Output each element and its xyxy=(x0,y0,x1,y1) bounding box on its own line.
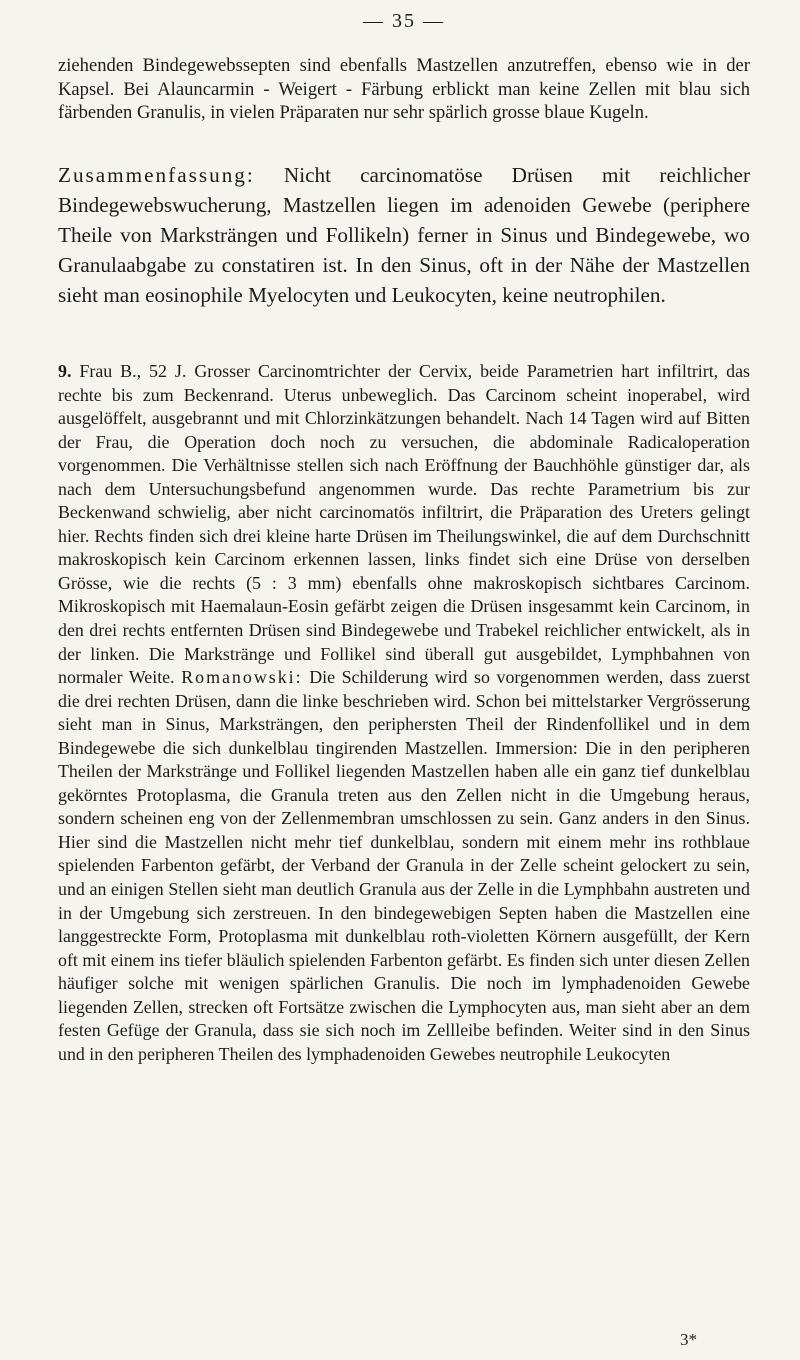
case-number: 9. xyxy=(58,361,72,381)
book-page xyxy=(58,0,750,1360)
case-author: Romanowski: xyxy=(181,667,303,688)
case-text-part2: Die Schilderung wird so vorgenommen werden, dass zuerst die drei rechten Drüsen, dann die linke beschrieben wird. Schon bei mittelstarker Vergrösserung sieht man in Sinus, Marksträngen, den periphersten Theil der Rindenfollikel und in dem Bindegewebe die sich dunkelblau tingirenden Mastzellen. xyxy=(58,667,750,758)
immersion-label: Immersion: xyxy=(495,737,578,758)
case-text-part3: Die in den peripheren Theilen der Markstränge und Follikel liegenden Mastzellen haben alle ein ganz tief dunkelblau gekörntes Protoplasma, die Granula treten aus den Zellen nicht in die Umgebung heraus, sondern scheinen eng von der Zellenmembran umschlossen zu sein. Ganz anders in den Sinus. Hier sind die Mastzellen nicht mehr tief dunkelblau, sondern mit einem mehr ins rothblaue spielenden Farbenton gefärbt, der Verband der Granula in der Zelle scheint gelockert zu sein, und an einigen Stellen sieht man deutlich Granula aus der Zelle in die Lymphbahn austreten und in der Umgebung sich zerstreuen. In den bindegewebigen Septen haben die Mastzellen eine langgestreckte Form, Protoplasma mit dunkelblau roth-violetten Körnern ausgefüllt, der Kern oft mit einem ins tiefer bläulich spielenden Farbenton gefärbt. Es finden sich unter diesen Zellen häufiger solche mit wenigen spärlichen Granulis. Die noch im lymphadenoiden Gewebe liegenden Zellen, strecken oft Fortsätze zwischen die Lymphocyten aus, man sieht aber an dem festen Gefüge der Granula, dass sie sich noch im Zellleibe befinden. Weiter sind in den Sinus und in den peripheren Theilen des lymphadenoiden Gewebes neutrophile Leukocyten xyxy=(58,737,750,1064)
summary-paragraph xyxy=(58,160,750,310)
case-text-part1: Frau B., 52 J. Grosser Carcinomtrichter der Cervix, beide Parametrien hart infiltrirt, das rechte bis zum Beckenrand. Uterus unbeweglich. Das Carcinom scheint inoperabel, wird ausgelöffelt, ausgebrannt und mit Chlorzinkätzungen behandelt. Nach 14 Tagen wird auf Bitten der Frau, die Operation doch noch zu versuchen, die abdominale Radicaloperation vorgenommen. Die Verhältnisse stellen sich nach Eröffnung der Bauchhöhle günstiger dar, als nach dem Untersuchungsbefund angenommen wurde. Das rechte Parametrium bis zur Beckenwand schwielig, aber nicht carcinomatös infiltrirt, die Präparation des Ureters gelingt hier. Rechts finden sich drei kleine harte Drüsen im Theilungswinkel, die auf dem Durchschnitt makroskopisch kein Carcinom erkennen lassen, links findet sich eine Drüse von derselben Grösse, wie die rechts (5 : 3 mm) ebenfalls ohne makroskopisch sichtbares Carcinom. Mikroskopisch mit Haemalaun-Eosin gefärbt zeigen die Drüsen insgesammt kein Carcinom, in den drei rechts entfernten Drüsen sind Bindegewebe und Trabekel reichlicher entwickelt, als in der linken. Die Markstränge und Follikel sind überall gut ausgebildet, Lymphbahnen von normaler Weite. xyxy=(58,361,750,688)
intro-text: ziehenden Bindegewebssepten sind ebenfalls Mastzellen anzutreffen, ebenso wie in der Kapsel. Bei Alauncarmin - Weigert - Färbung erblickt man keine Zellen mit blau sich färbenden Granulis, in vielen Präparaten nur sehr spärlich grosse blaue Kugeln. xyxy=(58,55,750,123)
summary-label: Zusammenfassung: xyxy=(58,163,255,187)
summary-text: Nicht carcinomatöse Drüsen mit reichlicher Bindegewebswucherung, Mastzellen liegen im adenoiden Gewebe (periphere Theile von Marksträngen und Follikeln) ferner in Sinus und Bindegewebe, wo Granulaabgabe zu constatiren ist. In den Sinus, oft in der Nähe der Mastzellen sieht man eosinophile Myelocyten und Leukocyten, keine neutrophilen. xyxy=(58,163,750,307)
page-number-header: — 35 — xyxy=(363,10,445,32)
signature-mark: 3* xyxy=(680,1330,697,1349)
case-paragraph xyxy=(58,360,750,1066)
intro-paragraph xyxy=(58,54,750,125)
